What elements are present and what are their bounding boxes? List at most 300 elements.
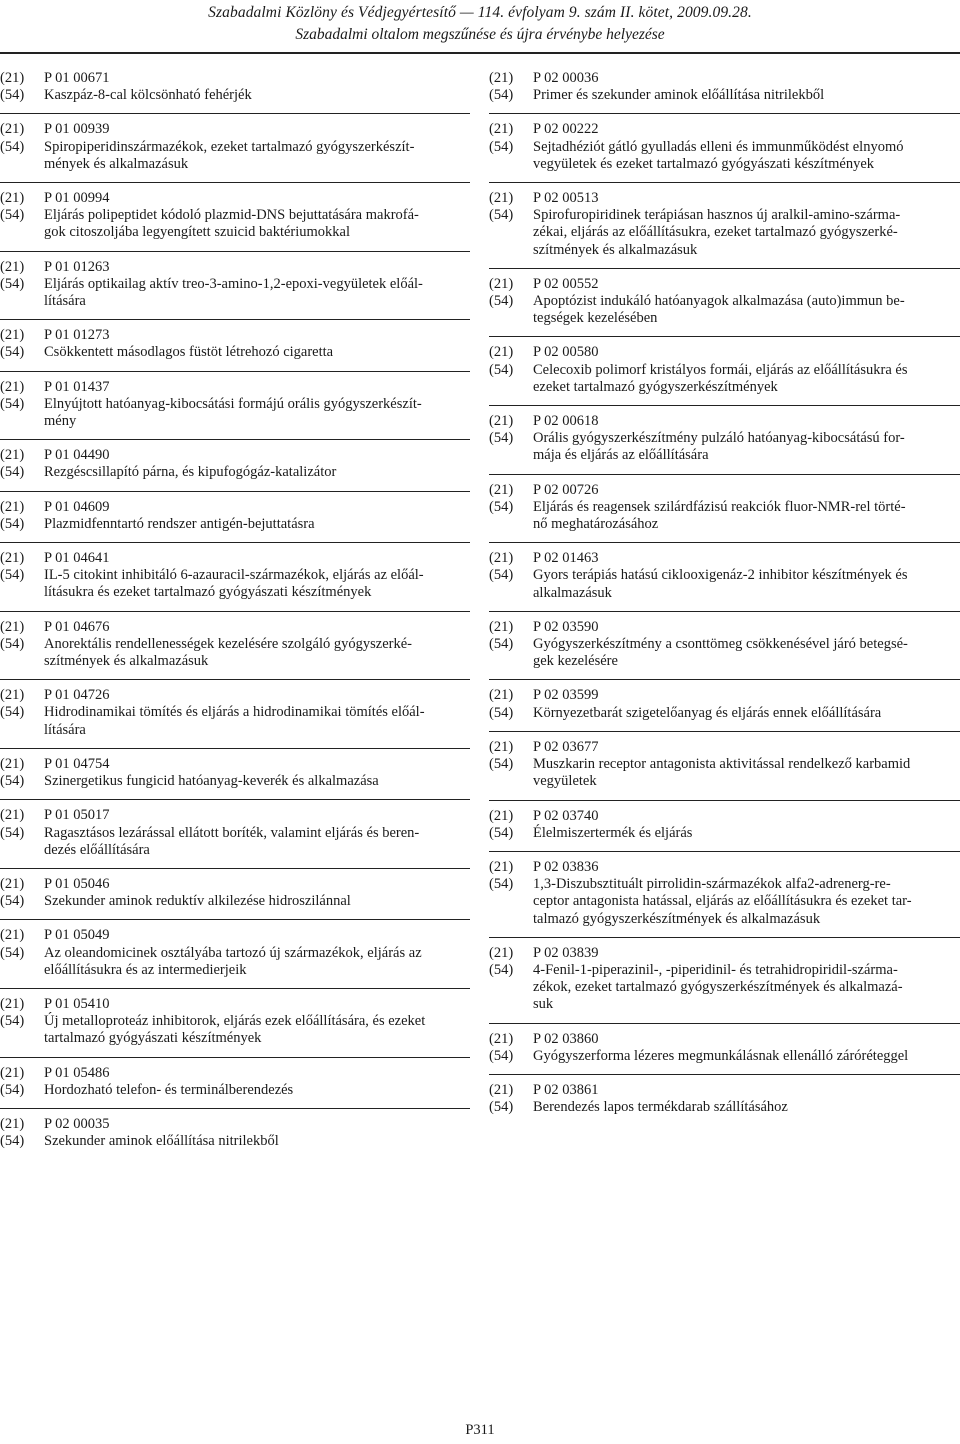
application-number-row <box>0 259 470 276</box>
title-row <box>489 224 960 241</box>
invention-title-line: Környezetbarát szigetelőanyag és eljárás ennek előállítására <box>533 704 882 721</box>
application-number-row <box>489 859 960 876</box>
invention-title-line: mény <box>44 413 77 430</box>
page-number: P311 <box>465 1422 495 1438</box>
inid-code-21: (21) <box>0 927 25 944</box>
title-row <box>489 516 960 533</box>
patent-entry <box>0 619 470 671</box>
entry-separator <box>0 919 470 920</box>
title-row <box>489 585 960 602</box>
patent-entry <box>0 190 470 242</box>
entry-separator <box>0 679 470 680</box>
patent-entry <box>0 927 470 979</box>
entry-separator <box>489 1023 960 1024</box>
entry-separator <box>0 988 470 989</box>
inid-code-54: (54) <box>489 430 514 447</box>
application-number-row <box>489 550 960 567</box>
application-number: P 01 04490 <box>44 447 110 464</box>
patent-entry <box>0 379 470 431</box>
indent-spacer <box>489 310 533 327</box>
title-row <box>489 139 960 156</box>
inid-code-54: (54) <box>0 1133 25 1150</box>
application-number-row <box>489 945 960 962</box>
entry-separator <box>0 319 470 320</box>
application-number-row <box>489 619 960 636</box>
title-row <box>489 979 960 996</box>
inid-code-21: (21) <box>489 1081 514 1098</box>
inid-code-54: (54) <box>0 395 25 412</box>
application-number: P 02 00552 <box>533 275 599 292</box>
invention-title-line: IL-5 citokint inhibitáló 6-azauracil-származékok, eljárás az előál- <box>44 567 424 584</box>
entry-separator <box>489 405 960 406</box>
application-number-row <box>489 190 960 207</box>
invention-title-line: nő meghatározásához <box>533 516 659 533</box>
application-number-row <box>0 807 470 824</box>
application-number: P 02 03836 <box>533 858 599 875</box>
inid-code-54: (54) <box>0 464 25 481</box>
invention-title-line: Csökkentett másodlagos füstöt létrehozó cigaretta <box>44 344 334 361</box>
invention-title-line: Gyógyszerkészítmény a csonttömeg csökkenésével járó betegsé- <box>533 636 908 653</box>
right-column <box>489 70 960 1116</box>
inid-code-21: (21) <box>489 121 514 138</box>
inid-code-54: (54) <box>489 636 514 653</box>
inid-code-21: (21) <box>0 807 25 824</box>
application-number-row <box>0 379 470 396</box>
header-rule <box>0 52 960 54</box>
inid-code-54: (54) <box>489 1047 514 1064</box>
title-row <box>489 156 960 173</box>
invention-title-line: tegségek kezelésében <box>533 310 658 327</box>
application-number: P 01 01437 <box>44 378 110 395</box>
indent-spacer <box>489 379 533 396</box>
patent-entry <box>489 687 960 721</box>
application-number-row <box>0 499 470 516</box>
entry-separator <box>0 542 470 543</box>
inid-code-21: (21) <box>489 807 514 824</box>
invention-title-line: Eljárás és reagensek szilárdfázisú reakciók fluor-NMR-rel törté- <box>533 498 906 515</box>
title-row <box>489 430 960 447</box>
entry-separator <box>489 679 960 680</box>
inid-code-21: (21) <box>0 447 25 464</box>
patent-entry <box>0 1065 470 1099</box>
inid-code-54: (54) <box>489 138 514 155</box>
indent-spacer <box>0 584 44 601</box>
patent-entry <box>0 807 470 859</box>
title-row <box>489 636 960 653</box>
inid-code-21: (21) <box>489 413 514 430</box>
application-number-row <box>0 1065 470 1082</box>
title-row <box>0 773 470 790</box>
inid-code-21: (21) <box>0 121 25 138</box>
application-number-row <box>0 1116 470 1133</box>
entry-separator <box>0 251 470 252</box>
patent-entry <box>0 687 470 739</box>
application-number: P 02 03590 <box>533 618 599 635</box>
title-row <box>0 464 470 481</box>
application-number-row <box>489 413 960 430</box>
application-number: P 01 05410 <box>44 995 110 1012</box>
invention-title-line: vegyületek <box>533 773 597 790</box>
inid-code-21: (21) <box>489 481 514 498</box>
inid-code-21: (21) <box>0 755 25 772</box>
application-number-row <box>489 482 960 499</box>
patent-entry <box>489 945 960 1014</box>
title-row <box>0 1013 470 1030</box>
title-row <box>0 653 470 670</box>
title-row <box>0 87 470 104</box>
title-row <box>489 499 960 516</box>
entry-separator <box>489 851 960 852</box>
inid-code-54: (54) <box>489 704 514 721</box>
inid-code-21: (21) <box>0 378 25 395</box>
application-number-row <box>489 687 960 704</box>
invention-title-line: ceptor antagonista hatással, eljárás az előállításukra és ezeket tar- <box>533 893 912 910</box>
application-number-row <box>0 550 470 567</box>
entry-separator <box>0 113 470 114</box>
indent-spacer <box>489 585 533 602</box>
application-number: P 02 00618 <box>533 413 599 430</box>
application-number: P 01 04726 <box>44 687 110 704</box>
application-number: P 01 00671 <box>44 70 110 86</box>
indent-spacer <box>0 722 44 739</box>
invention-title-line: lításukra és ezeket tartalmazó gyógyászati készítmények <box>44 584 372 601</box>
indent-spacer <box>0 653 44 670</box>
inid-code-21: (21) <box>489 618 514 635</box>
invention-title-line: szítmények és alkalmazásuk <box>533 241 698 258</box>
title-row <box>0 584 470 601</box>
patent-entry <box>0 121 470 173</box>
application-number-row <box>489 1031 960 1048</box>
entry-separator <box>489 1074 960 1075</box>
title-row <box>489 362 960 379</box>
invention-title-line: gek kezelésére <box>533 653 618 670</box>
inid-code-54: (54) <box>489 1099 514 1116</box>
title-row <box>0 825 470 842</box>
patent-entry <box>489 482 960 534</box>
indent-spacer <box>489 156 533 173</box>
entry-separator <box>489 268 960 269</box>
inid-code-21: (21) <box>0 875 25 892</box>
indent-spacer <box>489 996 533 1013</box>
inid-code-54: (54) <box>0 567 25 584</box>
entry-separator <box>0 611 470 612</box>
application-number: P 01 04609 <box>44 498 110 515</box>
entry-separator <box>489 182 960 183</box>
inid-code-21: (21) <box>489 275 514 292</box>
patent-entry <box>0 996 470 1048</box>
title-row <box>0 1082 470 1099</box>
invention-title-line: talmazó gyógyszerkészítmények és alkalmazásuk <box>533 910 821 927</box>
indent-spacer <box>0 413 44 430</box>
title-row <box>489 447 960 464</box>
patent-entry <box>489 550 960 602</box>
patent-entry <box>0 327 470 361</box>
invention-title-line: mája és eljárás az előállítására <box>533 447 709 464</box>
entry-separator <box>489 937 960 938</box>
invention-title-line: dezés előállítására <box>44 841 150 858</box>
journal-title: Szabadalmi Közlöny és Védjegyértesítő — 114. évfolyam 9. szám II. kötet, 2009.09.28. <box>208 4 752 21</box>
inid-code-21: (21) <box>0 258 25 275</box>
invention-title-line: Hordozható telefon- és terminálberendezés <box>44 1081 294 1098</box>
patent-entry <box>489 276 960 328</box>
entry-separator <box>0 799 470 800</box>
title-row <box>489 996 960 1013</box>
title-row <box>0 207 470 224</box>
invention-title-line: Szekunder aminok előállítása nitrilekből <box>44 1133 279 1150</box>
invention-title-line: Orális gyógyszerkészítmény pulzáló hatóanyag-kibocsátású for- <box>533 430 905 447</box>
application-number-row <box>489 808 960 825</box>
title-row <box>489 705 960 722</box>
entry-separator <box>0 371 470 372</box>
title-row <box>0 722 470 739</box>
application-number-row <box>0 190 470 207</box>
entry-separator <box>0 1057 470 1058</box>
application-number-row <box>0 756 470 773</box>
title-row <box>489 567 960 584</box>
invention-title-line: 4-Fenil-1-piperazinil-, -piperidinil- és tetrahidropiridil-szárma- <box>533 961 898 978</box>
inid-code-54: (54) <box>0 773 25 790</box>
invention-title-line: vegyületek és ezeket tartalmazó gyógyászati készítmények <box>533 155 875 172</box>
invention-title-line: suk <box>533 996 554 1013</box>
application-number-row <box>489 276 960 293</box>
title-row <box>0 396 470 413</box>
patent-entry <box>489 190 960 259</box>
application-number-row <box>0 687 470 704</box>
entry-separator <box>0 439 470 440</box>
application-number-row <box>0 927 470 944</box>
title-row <box>489 911 960 928</box>
title-row <box>0 567 470 584</box>
inid-code-21: (21) <box>0 498 25 515</box>
application-number: P 01 01263 <box>44 258 110 275</box>
title-row <box>489 242 960 259</box>
patent-entry <box>489 121 960 173</box>
invention-title-line: Anorektális rendellenességek kezelésére szolgáló gyógyszerké- <box>44 635 412 652</box>
entry-separator <box>489 731 960 732</box>
inid-code-54: (54) <box>489 293 514 310</box>
patent-entry <box>0 259 470 311</box>
entry-separator <box>0 868 470 869</box>
title-row <box>0 276 470 293</box>
application-number: P 02 01463 <box>533 550 599 567</box>
inid-code-54: (54) <box>0 1081 25 1098</box>
entry-separator <box>489 542 960 543</box>
invention-title-line: 1,3-Diszubsztituált pirrolidin-származékok alfa2-adrenerg-re- <box>533 876 891 893</box>
title-row <box>0 1133 470 1150</box>
entry-separator <box>489 474 960 475</box>
title-row <box>489 876 960 893</box>
application-number: P 02 00036 <box>533 70 599 86</box>
invention-title-line: mények és alkalmazásuk <box>44 155 189 172</box>
indent-spacer <box>489 653 533 670</box>
invention-title-line: szítmények és alkalmazásuk <box>44 653 209 670</box>
indent-spacer <box>489 516 533 533</box>
inid-code-54: (54) <box>0 824 25 841</box>
application-number: P 02 03677 <box>533 738 599 755</box>
inid-code-54: (54) <box>489 207 514 224</box>
application-number: P 02 00035 <box>44 1115 110 1132</box>
title-row <box>489 207 960 224</box>
invention-title-line: előállításukra és az intermedierjeik <box>44 961 247 978</box>
invention-title-line: Kaszpáz-8-cal kölcsönható fehérjék <box>44 87 252 104</box>
inid-code-21: (21) <box>0 995 25 1012</box>
entry-separator <box>0 748 470 749</box>
application-number-row <box>489 1082 960 1099</box>
inid-code-21: (21) <box>489 550 514 567</box>
title-row <box>489 1099 960 1116</box>
entry-separator <box>0 182 470 183</box>
inid-code-21: (21) <box>0 70 25 86</box>
title-row <box>0 704 470 721</box>
title-row <box>489 1048 960 1065</box>
title-row <box>0 945 470 962</box>
title-row <box>489 379 960 396</box>
patent-entry <box>489 739 960 791</box>
invention-title-line: gok citoszoljába legyengített szuicid baktériumokkal <box>44 224 351 241</box>
indent-spacer <box>489 911 533 928</box>
invention-title-line: Apoptózist indukáló hatóanyagok alkalmazása (auto)immun be- <box>533 293 905 310</box>
invention-title-line: Ragasztásos lezárással ellátott boríték, valamint eljárás és beren- <box>44 824 420 841</box>
section-title: Szabadalmi oltalom megszűnése és újra érvénybe helyezése <box>295 26 665 43</box>
title-row <box>0 962 470 979</box>
entry-separator <box>0 1108 470 1109</box>
entry-separator <box>0 491 470 492</box>
application-number: P 01 05017 <box>44 807 110 824</box>
inid-code-54: (54) <box>489 87 514 104</box>
application-number-row <box>0 619 470 636</box>
title-row <box>489 893 960 910</box>
invention-title-line: Muszkarin receptor antagonista aktivitással rendelkező karbamid <box>533 756 911 773</box>
title-row <box>0 293 470 310</box>
inid-code-21: (21) <box>0 1064 25 1081</box>
application-number: P 02 03861 <box>533 1081 599 1098</box>
application-number: P 02 00513 <box>533 190 599 207</box>
patent-entry <box>489 1082 960 1116</box>
invention-title-line: lítására <box>44 293 86 310</box>
application-number: P 01 04754 <box>44 755 110 772</box>
inid-code-54: (54) <box>0 1013 25 1030</box>
patent-entry <box>489 344 960 396</box>
application-number-row <box>0 447 470 464</box>
invention-title-line: Spirofuropiridinek terápiásan hasznos új aralkil-amino-szárma- <box>533 207 901 224</box>
application-number: P 01 05049 <box>44 927 110 944</box>
inid-code-21: (21) <box>489 944 514 961</box>
invention-title-line: Sejtadhéziót gátló gyulladás elleni és immunműködést elnyomó <box>533 138 904 155</box>
inid-code-21: (21) <box>489 738 514 755</box>
inid-code-54: (54) <box>0 344 25 361</box>
patent-entry <box>0 756 470 790</box>
title-row <box>0 413 470 430</box>
entry-separator <box>489 611 960 612</box>
page-header <box>0 0 960 52</box>
indent-spacer <box>0 156 44 173</box>
application-number: P 01 04676 <box>44 618 110 635</box>
title-row <box>0 636 470 653</box>
application-number: P 01 05046 <box>44 875 110 892</box>
inid-code-54: (54) <box>489 961 514 978</box>
application-number: P 01 00994 <box>44 190 110 207</box>
patent-entry <box>0 70 470 104</box>
application-number-row <box>489 344 960 361</box>
application-number-row <box>489 121 960 138</box>
application-number-row <box>489 70 960 87</box>
patent-entry <box>0 1116 470 1150</box>
inid-code-54: (54) <box>0 138 25 155</box>
left-column <box>0 70 470 1150</box>
entry-separator <box>489 800 960 801</box>
invention-title-line: Élelmiszertermék és eljárás <box>533 824 693 841</box>
title-row <box>489 310 960 327</box>
invention-title-line: Gyógyszerforma lézeres megmunkálásnak ellenálló záróréteggel <box>533 1047 909 1064</box>
inid-code-54: (54) <box>0 704 25 721</box>
application-number: P 01 05486 <box>44 1064 110 1081</box>
title-row <box>0 139 470 156</box>
inid-code-54: (54) <box>0 207 25 224</box>
title-row <box>0 344 470 361</box>
invention-title-line: Berendezés lapos termékdarab szállításához <box>533 1099 788 1116</box>
application-number-row <box>489 739 960 756</box>
indent-spacer <box>489 979 533 996</box>
inid-code-21: (21) <box>0 327 25 344</box>
invention-title-line: lítására <box>44 721 86 738</box>
application-number: P 01 04641 <box>44 550 110 567</box>
application-number: P 02 03839 <box>533 944 599 961</box>
inid-code-21: (21) <box>489 70 514 86</box>
title-row <box>489 773 960 790</box>
inid-code-54: (54) <box>0 87 25 104</box>
patent-entry <box>0 550 470 602</box>
title-row <box>0 1030 470 1047</box>
inid-code-21: (21) <box>0 1115 25 1132</box>
application-number-row <box>0 876 470 893</box>
patent-entry <box>489 1031 960 1065</box>
inid-code-54: (54) <box>489 756 514 773</box>
indent-spacer <box>0 962 44 979</box>
inid-code-54: (54) <box>489 876 514 893</box>
inid-code-21: (21) <box>489 190 514 207</box>
invention-title-line: Spiropiperidinszármazékok, ezeket tartalmazó gyógyszerkészít- <box>44 138 415 155</box>
inid-code-21: (21) <box>489 344 514 361</box>
entry-separator <box>489 336 960 337</box>
invention-title-line: Elnyújtott hatóanyag-kibocsátási formájú orális gyógyszerkészít- <box>44 395 422 412</box>
inid-code-54: (54) <box>0 944 25 961</box>
inid-code-54: (54) <box>0 893 25 910</box>
title-row <box>0 224 470 241</box>
invention-title-line: tartalmazó gyógyászati készítmények <box>44 1030 262 1047</box>
indent-spacer <box>0 224 44 241</box>
application-number: P 02 00222 <box>533 121 599 138</box>
patent-entry <box>489 859 960 928</box>
indent-spacer <box>0 1030 44 1047</box>
patent-entry <box>489 808 960 842</box>
application-number: P 01 01273 <box>44 327 110 344</box>
application-number-row <box>0 327 470 344</box>
application-number: P 01 00939 <box>44 121 110 138</box>
indent-spacer <box>489 447 533 464</box>
application-number: P 02 00726 <box>533 481 599 498</box>
indent-spacer <box>489 893 533 910</box>
title-row <box>489 293 960 310</box>
title-row <box>489 825 960 842</box>
invention-title-line: Az oleandomicinek osztályába tartozó új származékok, eljárás az <box>44 944 422 961</box>
title-row <box>0 156 470 173</box>
patent-entry <box>489 413 960 465</box>
inid-code-54: (54) <box>0 275 25 292</box>
invention-title-line: Szekunder aminok reduktív alkilezése hidroszilánnal <box>44 893 351 910</box>
patent-entry <box>0 499 470 533</box>
patent-entry <box>0 876 470 910</box>
inid-code-21: (21) <box>489 858 514 875</box>
